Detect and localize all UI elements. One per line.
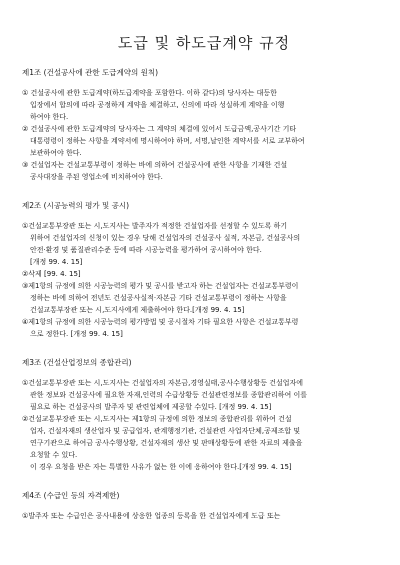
article-heading: 제1조 (건설공사에 관한 도급계약의 원칙) [22, 68, 159, 77]
clause-line: 관한 정보와 건설공사에 필요한 자재,인력의 수급상황등 건설관련정보를 종합관리하여 이를 [30, 391, 307, 399]
document-title: 도급 및 하도급계약 규정 [117, 34, 291, 52]
clause-line: 보관하여야 한다. [30, 149, 82, 157]
clause-line: 하여야 한다. [30, 113, 69, 121]
article-heading: 제4조 (수급인 등의 자격제한) [22, 491, 120, 500]
clause-line: ①건설교통부장관 또는 시,도지사는 발주자가 적정한 건설업자를 선정할 수 있도록 하기 [22, 222, 288, 230]
clause [22, 87, 386, 123]
clause-line: ②건설교통부장관 또는 시,도지사는 제1항의 규정에 의한 정보의 종합관리를 위하여 건설 [22, 415, 292, 423]
article-2 [22, 200, 386, 340]
clause-line: ④제1항의 규정에 의한 시공능력의 평가방법 및 공시절차 기타 필요한 사항은 건설교통부령 [22, 318, 299, 326]
spacer [22, 340, 386, 348]
clause [22, 268, 386, 280]
clause-line: 대통령령이 정하는 사항을 계약서에 명시하여야 하며, 서명,날인한 계약서를 서로 교부하여 [30, 137, 305, 145]
clause-line: ① 건설공사에 관한 도급계약(하도급계약을 포함한다. 이하 같다)의 당사자는 대등한 [22, 89, 277, 97]
clause-line: 연구기관으로 하여금 공사수행상황, 건설자재의 생산 및 판매상황등에 관한 자료의 제출을 [30, 439, 303, 447]
clause-line: 으로 정한다. [개정 99. 4. 15] [30, 330, 123, 338]
article-heading: 제3조 (건설산업정보의 종합관리) [22, 358, 132, 367]
clause-line: 입장에서 합의에 따라 공정하게 계약을 체결하고, 신의에 따라 성실하게 계약을 이행 [30, 101, 285, 109]
clause [22, 123, 386, 159]
article-heading: 제2조 (시공능력의 평가 및 공시) [22, 201, 130, 210]
clause [22, 220, 386, 268]
article-4 [22, 490, 386, 522]
clause-line: 안전·환경 및 품질관리수준 등에 따라 시공능력을 평가하여 공시하여야 한다. [30, 246, 262, 254]
clause-line: ①건설교통부장관 또는 시,도지사는 건설업자의 자본금,경영실태,공사수행상황등 건설업자에 [22, 379, 304, 387]
clause-line: 업자, 건설자재의 생산업자 및 공급업자, 관계행정기관, 건설관련 사업자단체,공제조합 및 [30, 427, 301, 435]
clause [22, 316, 386, 340]
clause-line: 필요로 하는 건설공사의 발주자 및 관련업체에 제공할 수있다. [개정 99. 4. 15] [30, 403, 272, 411]
amendment-note: [개정 99. 4. 15] [30, 258, 83, 266]
clause-line: ② 건설공사에 관한 도급계약의 당사자는 그 계약의 체결에 있어서 도급금액,공사기간 기타 [22, 125, 297, 133]
clause [22, 377, 386, 413]
clause-line: 요청할 수 있다. [30, 451, 78, 459]
clause [22, 413, 386, 473]
article-1 [22, 67, 386, 183]
clause-line: 정하는 바에 의하여 전년도 건설공사실적·자본금 기타 건설교통부령이 정하는 사항을 [30, 294, 287, 302]
clause-line: 건설교통부장관 또는 시,도지사에게 제출하여야 한다.[개정 99. 4. 15] [30, 306, 245, 314]
clause-line: ③제1항의 규정에 의한 시공능력의 평가 및 공시를 받고자 하는 건설업자는 건설교통부령이 [22, 282, 299, 290]
clause [22, 510, 386, 522]
spacer [22, 473, 386, 481]
clause-line: 위하여 건설업자의 신청이 있는 경우 당해 건설업자의 건설공사 실적, 자본금, 건설공사의 [30, 234, 301, 242]
clause-line: ①발주자 또는 수급인은 공사내용에 상응한 업종의 등록을 한 건설업자에게 도급 또는 [22, 512, 281, 520]
clause-line: ②삭제 [99. 4. 15] [22, 270, 81, 278]
clause [22, 280, 386, 316]
clause-line: 이 경우 요청을 받은 자는 특별한 사유가 없는 한 이에 응하여야 한다.[개정 99. 4. 15] [30, 463, 292, 471]
clause [22, 159, 386, 183]
clause-line: ③ 건설업자는 건설교통부령이 정하는 바에 의하여 건설공사에 관한 사항을 기재한 건설 [22, 161, 288, 169]
spacer [22, 183, 386, 191]
article-3 [22, 357, 386, 473]
clause-line: 공사대장을 주된 영업소에 비치하여야 한다. [30, 173, 163, 181]
